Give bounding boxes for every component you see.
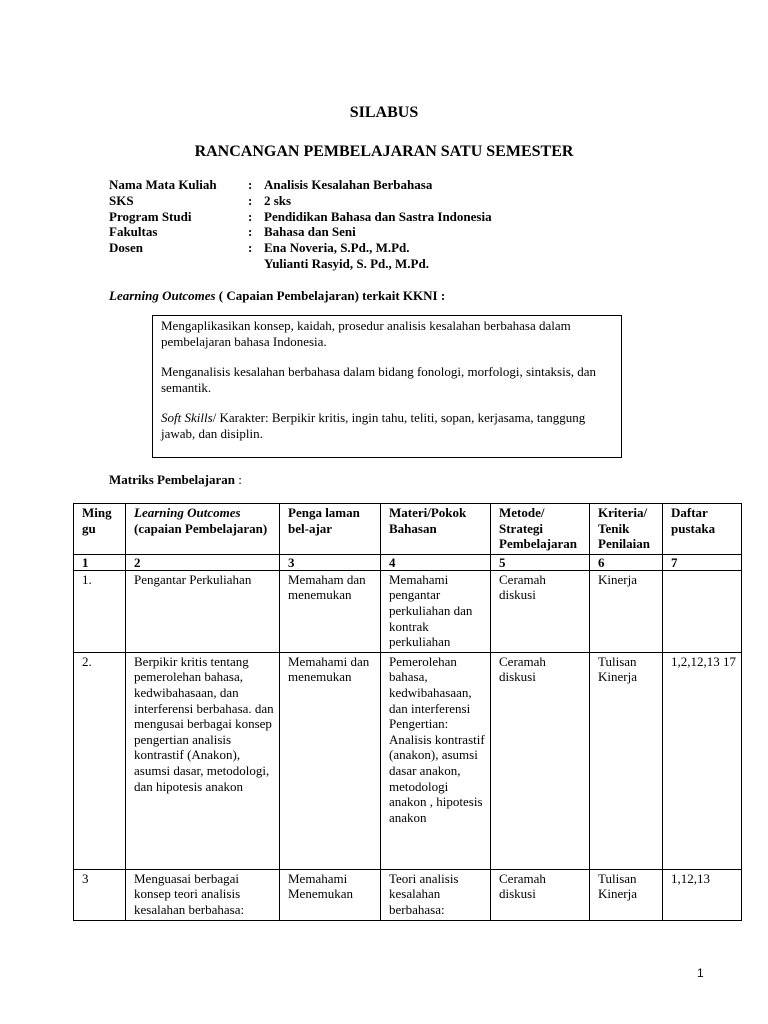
course-info-colon (248, 256, 264, 272)
column-number-row (74, 554, 742, 570)
cell-metode: Ceramah diskusi (491, 570, 590, 652)
learning-outcome-paragraph-3 (161, 410, 613, 442)
cell-pengalaman: Memahami dan menemukan (280, 652, 381, 869)
learning-outcomes-box (152, 315, 622, 458)
learning-outcomes-heading (109, 288, 445, 304)
cell-metode: Ceramah diskusi (491, 652, 590, 869)
course-info-value: Ena Noveria, S.Pd., M.Pd. (264, 240, 410, 256)
table-row (74, 570, 742, 652)
cell-pustaka: 1,2,12,13 17 (663, 652, 742, 869)
course-info-row-program (109, 209, 492, 225)
learning-matrix-table (73, 503, 742, 921)
cell-outcome: Pengantar Perkuliahan (126, 570, 280, 652)
course-info-colon: : (248, 192, 253, 208)
column-number: 2 (126, 554, 280, 570)
learning-outcome-paragraph-2: Menganalisis kesalahan berbahasa dalam bidang fonologi, morfologi, sintaksis, dan semantik. (161, 364, 597, 395)
cell-materi: Memahami pengantar perkuliahan dan kontrak perkuliahan (381, 570, 491, 652)
course-info-value: Bahasa dan Seni (264, 224, 356, 240)
column-number: 3 (280, 554, 381, 570)
matrix-heading-label: Matriks Pembelajaran (109, 472, 236, 487)
course-info-colon: : (248, 240, 253, 256)
cell-materi: Pemerolehan bahasa, kedwibahasaan, dan interferensi Pengertian: Analisis kontrastif (anakon), asumsi dasar anakon, metodologi anakon , hipotesis anakon (381, 652, 491, 869)
soft-skills-text: / Karakter: Berpikir kritis, ingin tahu, teliti, sopan, kerjasama, tanggung jawab, dan disiplin. (161, 410, 586, 441)
cell-outcome: Berpikir kritis tentang pemerolehan bahasa, kedwibahasaan, dan interferensi berbahasa. dan mengusai berbagai konsep pengertian analisis kontrastif (Anakon), asumsi dasar, metodologi, dan hipotesis anakon (126, 652, 280, 869)
cell-metode: Ceramah diskusi (491, 869, 590, 920)
course-info-label: Fakultas (109, 224, 158, 240)
course-info-label: Dosen (109, 240, 143, 256)
soft-skills-label: Soft Skills (161, 410, 213, 425)
course-info-row-course-name (109, 177, 492, 193)
cell-pustaka: 1,12,13 (663, 869, 742, 920)
header-minggu: Ming gu (74, 504, 126, 555)
course-info-value: 2 sks (264, 192, 292, 208)
cell-minggu: 1. (74, 570, 126, 652)
learning-outcomes-heading-italic: Learning Outcomes (109, 288, 216, 303)
course-info-label: Program Studi (109, 208, 192, 224)
course-info-row-sks (109, 193, 492, 209)
learning-outcomes-heading-rest: ( Capaian Pembelajaran) terkait KKNI : (215, 288, 446, 303)
course-info-value: Yulianti Rasyid, S. Pd., M.Pd. (264, 255, 429, 271)
header-materi: Materi/Pokok Bahasan (381, 504, 491, 555)
cell-pengalaman: Memaham dan menemukan (280, 570, 381, 652)
matrix-heading-colon: : (235, 472, 242, 487)
column-number: 6 (590, 554, 663, 570)
course-info-colon: : (248, 177, 253, 192)
cell-materi: Teori analisis kesalahan berbahasa: (381, 869, 491, 920)
cell-kriteria: Tulisan Kinerja (590, 652, 663, 869)
header-learning-outcomes-rest: (capaian Pembelajaran) (134, 520, 268, 536)
document-subtitle: RANCANGAN PEMBELAJARAN SATU SEMESTER (194, 143, 574, 160)
column-number: 7 (663, 554, 742, 570)
column-number: 5 (491, 554, 590, 570)
course-info-label (109, 256, 248, 272)
column-number: 4 (381, 554, 491, 570)
cell-pustaka (663, 570, 742, 652)
column-number: 1 (74, 554, 126, 570)
cell-minggu: 3 (74, 869, 126, 920)
cell-minggu: 2. (74, 652, 126, 869)
page-number: 1 (697, 966, 704, 980)
cell-pengalaman: Memahami Menemukan (280, 869, 381, 920)
course-info-value: Analisis Kesalahan Berbahasa (264, 177, 433, 192)
document-title: SILABUS (349, 104, 419, 121)
table-row (74, 652, 742, 869)
header-metode: Metode/ Strategi Pembelajaran (491, 504, 590, 555)
course-info-label: SKS (109, 192, 134, 208)
course-info-row-lecturer-2 (109, 256, 492, 272)
table-row (74, 869, 742, 920)
cell-kriteria: Tulisan Kinerja (590, 869, 663, 920)
header-pustaka: Daftar pustaka (663, 504, 742, 555)
header-learning-outcomes-italic: Learning Outcomes (134, 505, 241, 520)
course-info (109, 177, 492, 272)
cell-outcome: Menguasai berbagai konsep teori analisis kesalahan berbahasa: (126, 869, 280, 920)
header-pengalaman: Penga laman bel-ajar (280, 504, 381, 555)
table-header-row (74, 504, 742, 555)
course-info-value: Pendidikan Bahasa dan Sastra Indonesia (264, 208, 492, 224)
learning-outcome-paragraph-1: Mengaplikasikan konsep, kaidah, prosedur analisis kesalahan berbahasa dalam pembelajaran bahasa Indonesia. (161, 318, 571, 349)
course-info-label: Nama Mata Kuliah (109, 177, 217, 192)
course-info-colon: : (248, 224, 253, 240)
header-kriteria: Kriteria/ Tenik Penilaian (590, 504, 663, 555)
cell-kriteria: Kinerja (590, 570, 663, 652)
course-info-row-lecturer (109, 240, 492, 256)
matrix-heading (109, 472, 242, 488)
header-learning-outcomes (126, 504, 280, 555)
course-info-colon: : (248, 208, 253, 224)
course-info-row-faculty (109, 224, 492, 240)
